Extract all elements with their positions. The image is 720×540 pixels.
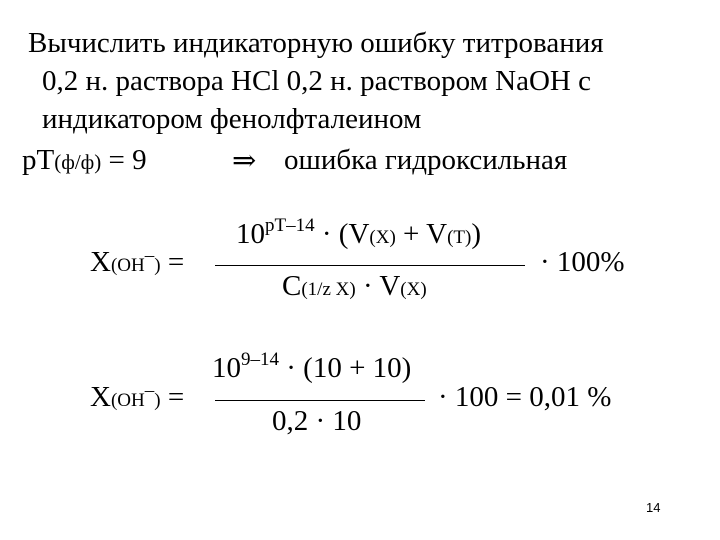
task-statement xyxy=(28,24,708,138)
lhs-close: ) xyxy=(154,390,161,411)
den-v: · V xyxy=(362,270,401,302)
formula2-denominator: 0,2 · 10 xyxy=(272,405,362,437)
num-exponent: 9–14 xyxy=(241,349,279,370)
formula1-tail: · 100% xyxy=(540,246,625,278)
formula1-lhs xyxy=(90,246,184,279)
pt-label: pT xyxy=(22,144,55,176)
lhs-symbol: X xyxy=(90,246,111,278)
task-line-1: Вычислить индикаторную ошибку титрования xyxy=(28,27,604,59)
num-dot: · xyxy=(321,218,332,250)
num-plus: + V xyxy=(403,218,448,250)
equals-sign: = xyxy=(167,381,185,413)
num-base: 10 xyxy=(212,352,241,384)
task-line-2: 0,2 н. раствора HCl 0,2 н. раствором NaOH с xyxy=(42,65,591,97)
lhs-charge: – xyxy=(144,380,155,401)
fraction-bar xyxy=(215,400,425,401)
den-sub-x: (X) xyxy=(400,279,427,300)
lhs-charge: – xyxy=(144,245,155,266)
error-type: ошибка гидроксильная xyxy=(284,144,568,176)
den-c: C xyxy=(282,270,302,302)
formula2-tail: · 100 = 0,01 % xyxy=(438,381,612,413)
num-close: ) xyxy=(471,218,481,250)
lhs-subscript: (OH xyxy=(110,390,145,411)
lhs-symbol: X xyxy=(90,381,111,413)
formula2-lhs xyxy=(90,381,184,414)
equals-sign: = xyxy=(167,246,185,278)
den-sub: (1/z X) xyxy=(301,279,356,300)
num-sub-x: (X) xyxy=(369,227,396,248)
implies-arrow-icon: ⇒ xyxy=(232,145,257,177)
num-open: (V xyxy=(338,218,370,250)
pt-value xyxy=(22,144,147,177)
pt-equals: = 9 xyxy=(108,144,147,176)
num-rest: · (10 + 10) xyxy=(286,352,412,384)
formula2-numerator xyxy=(212,349,412,385)
num-base: 10 xyxy=(236,218,265,250)
lhs-close: ) xyxy=(154,255,161,276)
num-sub-t: (T) xyxy=(447,227,472,248)
lhs-subscript: (OH xyxy=(110,255,145,276)
fraction-bar xyxy=(215,265,525,266)
num-exponent: pT–14 xyxy=(265,215,315,236)
task-line-3: индикатором фенолфталеином xyxy=(42,103,422,135)
formula1-numerator xyxy=(236,215,481,251)
page-number: 14 xyxy=(646,500,661,515)
pt-subscript: (ф/ф) xyxy=(54,150,102,174)
formula1-denominator xyxy=(282,270,427,303)
